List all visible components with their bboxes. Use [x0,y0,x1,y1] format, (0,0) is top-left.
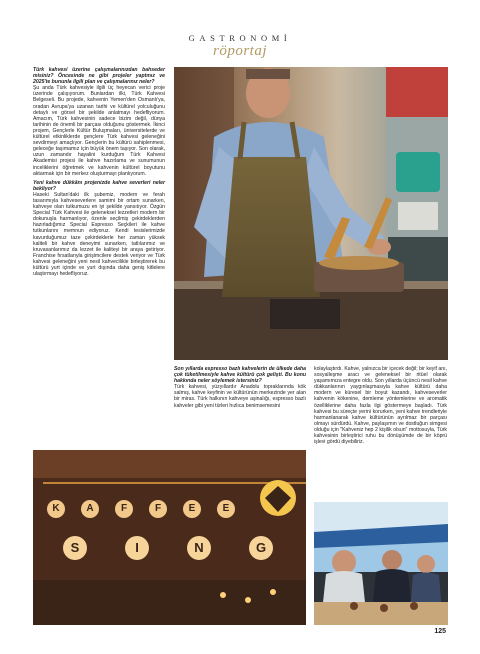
answer-3-end: kolaylaştırdı. Kahve, yalnızca bir içecek değil; bir keyif anı, sosyalleşme aracı ve geleneksel bir ritüel olarak yaşamımıza entegre oldu. Son yıllarda üçüncü nesil kahve dükkanlarının yaygınlaşmasıyla kahve kültürü daha modern ve küresel bir boyut kazandı, kahveseverler kahvenin kökenine, demleme yöntemlerine ve aromatik özelliklerine daha fazla ilgi göstermeye başladı. Türk kahvesi bu süreçte yerini korurken, yeni kahve trendleriyle harmanlanarak kahve kültürünün ayrılmaz bir parçası olmayı sürdürdü. Kahve, paylaşımın ve dostluğun simgesi olduğu için "Kahveniz hep 2 kişilik olsun" mottosuyla, Türk kahvesinin birleştirici ruhu bu dönüşümde de bir köprü işlevi gördü diyebiliriz. [314,366,447,446]
sign-letter: K [47,500,65,518]
answer-2: Haseki Sultan'daki ilk şubemiz, modern ve ferah tasarımıyla kahveseverlere samimi bir ortam sunarken, kahveye olan tutkumuzu en iyi şekilde yansıtıyor. Özgün Special Türk Kahvesi ile geleneksel lezzetleri modern bir dokunuşla harmanlıyor, özenle seçilmiş çekirdeklerden hazırladığımız Special Espresso Seçkileri ile kahve tutkunlarını memnun ediyoruz. Kendi tesislerimizde kavurduğumuz taze çekirdeklerle her zaman yüksek kaliteli bir kahve deneyimi sunarken, tatlılarımız ve kruvasanlarımız da lezzet ile kaliteyi bir araya getiriyor. Franchise fırsatlarıyla girişimcilere destek veriyor ve Türk kahvesi geleneğini yeni nesil kahvecilikle birleştirerek bu kültürü yurt içinde ve yurt dışında daha geniş kitlelere ulaştırmayı hedefliyoruz. [33,191,165,278]
sign-letter: I [125,536,149,560]
right-text-column [314,366,447,445]
barista-illustration [174,67,448,360]
event-photo [314,502,448,625]
page-number: 125 [434,628,446,635]
sign-letter: E [217,500,235,518]
event-illustration [314,502,448,625]
question-2: Yeni kahve dükkânı projenizde kahve severleri neler bekliyor? [33,179,165,192]
sign-letter: A [81,500,99,518]
question-3: Son yıllarda espresso bazlı kahvelerin de ülkede daha çok tüketilmesiyle kahve kültürü çok gelişti. Bu konu hakkında neler söylemek istersiniz? [174,366,306,385]
sign-letter: S [63,536,87,560]
sign-letter: N [187,536,211,560]
left-text-column [33,67,165,277]
sign-letter: G [249,536,273,560]
sign-letter: F [115,500,133,518]
question-1: Türk kahvesi üzerine çalışmalarınızdan bahseder misiniz? Öncesinde ne gibi projeler yaptınız ve 2025'te bununla ilgili plan ve çalışmalarınız neler? [33,67,165,86]
sign-letter: F [149,500,167,518]
middle-text-column [174,366,306,409]
answer-1: Şu anda Türk kahvesiyle ilgili üç heyecan verici proje üzerinde çalışıyorum. Bunlardan ilki, Türk Kahvesi Belgeseli. Bu projede, kahvenin Yemen'den Osmanlı'ya, oradan Avrupa'ya uzanan tarihi ve kültürel yolculuğunu detaylı ve görsel bir şekilde anlatmayı hedefliyorum. Amacım, Türk kahvesinin sadece bizim değil, dünya tarihinin de önemli bir parçası olduğunu göstermek. İkinci projem, Gençlerle Kültür Buluşmaları, üniversitelerde ve kültürel etkinliklerde gençlere Türk kahvesi geleneğini sevdirmeyi amaçlıyor. Gençlerin bu kültürü sahiplenmesi, geleceğe taşımamız için büyük önem taşıyor. Son olarak, uzun zamandır hayalini kurduğum Türk Kahvesi Akademisi projesi ile kahve hazırlama ve sunumunun inceliklerini öğretmek ve kahvenin kültürel boyutunu aktarmak için bir merkez oluşturmayı planlıyorum. [33,85,165,177]
cafe-sign-photo [33,450,306,625]
section-title: röportaj [212,43,267,59]
answer-3-start: Türk kahvesi, yüzyıllardır Anadolu topraklarında kök salmış, kahve keyfinin ve kültürünün merkezinde yer alan bir miras. Türk halkının kahveye aşinalığı, espresso bazlı kahveler gibi yeni türleri hızlıca benimsemesini [174,384,306,409]
sign-letter: E [183,500,201,518]
section-kicker: GASTRONOMİ [188,33,292,43]
barista-photo [174,67,448,360]
